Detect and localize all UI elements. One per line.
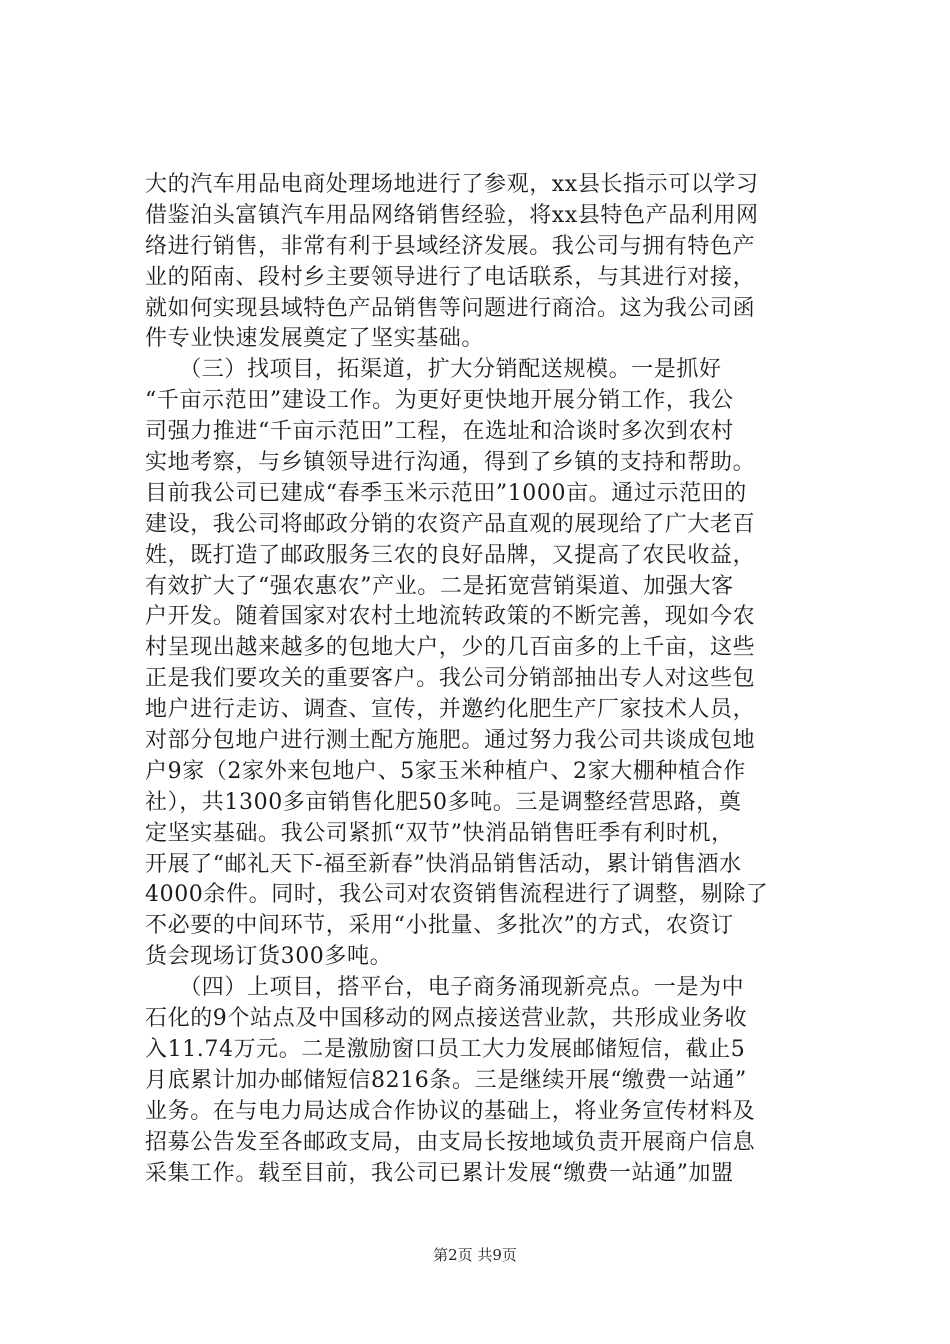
text-line: （四）上项目，搭平台，电子商务涌现新亮点。一是为中 xyxy=(145,975,745,1001)
text-line: 就如何实现县域特色产品销售等问题进行商洽。这为我公司函 xyxy=(145,295,756,321)
text-line: 建设，我公司将邮政分销的农资产品直观的展现给了广大老百 xyxy=(145,511,756,537)
page-footer: 第2页 共9页 xyxy=(433,1246,517,1264)
text-line: （三）找项目，拓渠道，扩大分销配送规模。一是抓好 xyxy=(145,357,722,383)
text-line: 司强力推进“千亩示范田”工程，在选址和洽谈时多次到农村 xyxy=(145,419,734,445)
text-line: 实地考察，与乡镇领导进行沟通，得到了乡镇的支持和帮助。 xyxy=(145,450,756,476)
text-line: 定坚实基础。我公司紧抓“双节”快消品销售旺季有利时机， xyxy=(145,820,734,846)
text-line: 业务。在与电力局达成合作协议的基础上，将业务宣传材料及 xyxy=(145,1098,756,1124)
text-line: 借鉴泊头富镇汽车用品网络销售经验，将xx县特色产品利用网 xyxy=(145,202,759,228)
text-line: 件专业快速发展奠定了坚实基础。 xyxy=(145,326,485,352)
text-line: 对部分包地户进行测土配方施肥。通过努力我公司共谈成包地 xyxy=(145,728,756,754)
text-line: 目前我公司已建成“春季玉米示范田”1000亩。通过示范田的 xyxy=(145,480,747,506)
text-line: 正是我们要攻关的重要客户。我公司分销部抽出专人对这些包 xyxy=(145,666,756,692)
text-line: 姓，既打造了邮政服务三农的良好品牌，又提高了农民收益， xyxy=(145,542,756,568)
text-line: 社），共1300多亩销售化肥50多吨。三是调整经营思路，奠 xyxy=(145,789,742,815)
text-line: 货会现场订货300多吨。 xyxy=(145,944,393,970)
text-line: 月底累计加办邮储短信8216条。三是继续开展“缴费一站通” xyxy=(145,1067,747,1093)
text-line: 入11.74万元。二是激励窗口员工大力发展邮储短信，截止5 xyxy=(145,1036,746,1062)
text-line: 有效扩大了“强农惠农”产业。二是拓宽营销渠道、加强大客 xyxy=(145,573,734,599)
text-line: 4000余件。同时，我公司对农资销售流程进行了调整，剔除了 xyxy=(145,882,769,908)
text-line: 村呈现出越来越多的包地大户，少的几百亩多的上千亩，这些 xyxy=(145,635,756,661)
text-line: 招募公告发至各邮政支局，由支局长按地域负责开展商户信息 xyxy=(145,1129,756,1155)
text-line: 大的汽车用品电商处理场地进行了参观，xx县长指示可以学习 xyxy=(145,172,759,197)
text-line: 地户进行走访、调查、宣传，并邀约化肥生产厂家技术人员， xyxy=(145,697,756,723)
text-line: 石化的9个站点及中国移动的网点接送营业款，共形成业务收 xyxy=(145,1006,748,1032)
text-line: 开展了“邮礼天下-福至新春”快消品销售活动，累计销售酒水 xyxy=(145,851,742,877)
body-text xyxy=(145,170,810,1189)
text-line: 户开发。随着国家对农村土地流转政策的不断完善，现如今农 xyxy=(145,604,756,630)
text-line: 业的陌南、段村乡主要领导进行了电话联系，与其进行对接， xyxy=(145,264,756,290)
text-line: 采集工作。载至目前，我公司已累计发展“缴费一站通”加盟 xyxy=(145,1160,734,1186)
text-line: 户9家（2家外来包地户、5家玉米种植户、2家大棚种植合作 xyxy=(145,758,746,784)
text-line: “千亩示范田”建设工作。为更好更快地开展分销工作，我公 xyxy=(145,388,734,414)
text-line: 不必要的中间环节，采用“小批量、多批次”的方式，农资订 xyxy=(145,913,734,939)
text-line: 络进行销售，非常有利于县域经济发展。我公司与拥有特色产 xyxy=(145,233,756,259)
